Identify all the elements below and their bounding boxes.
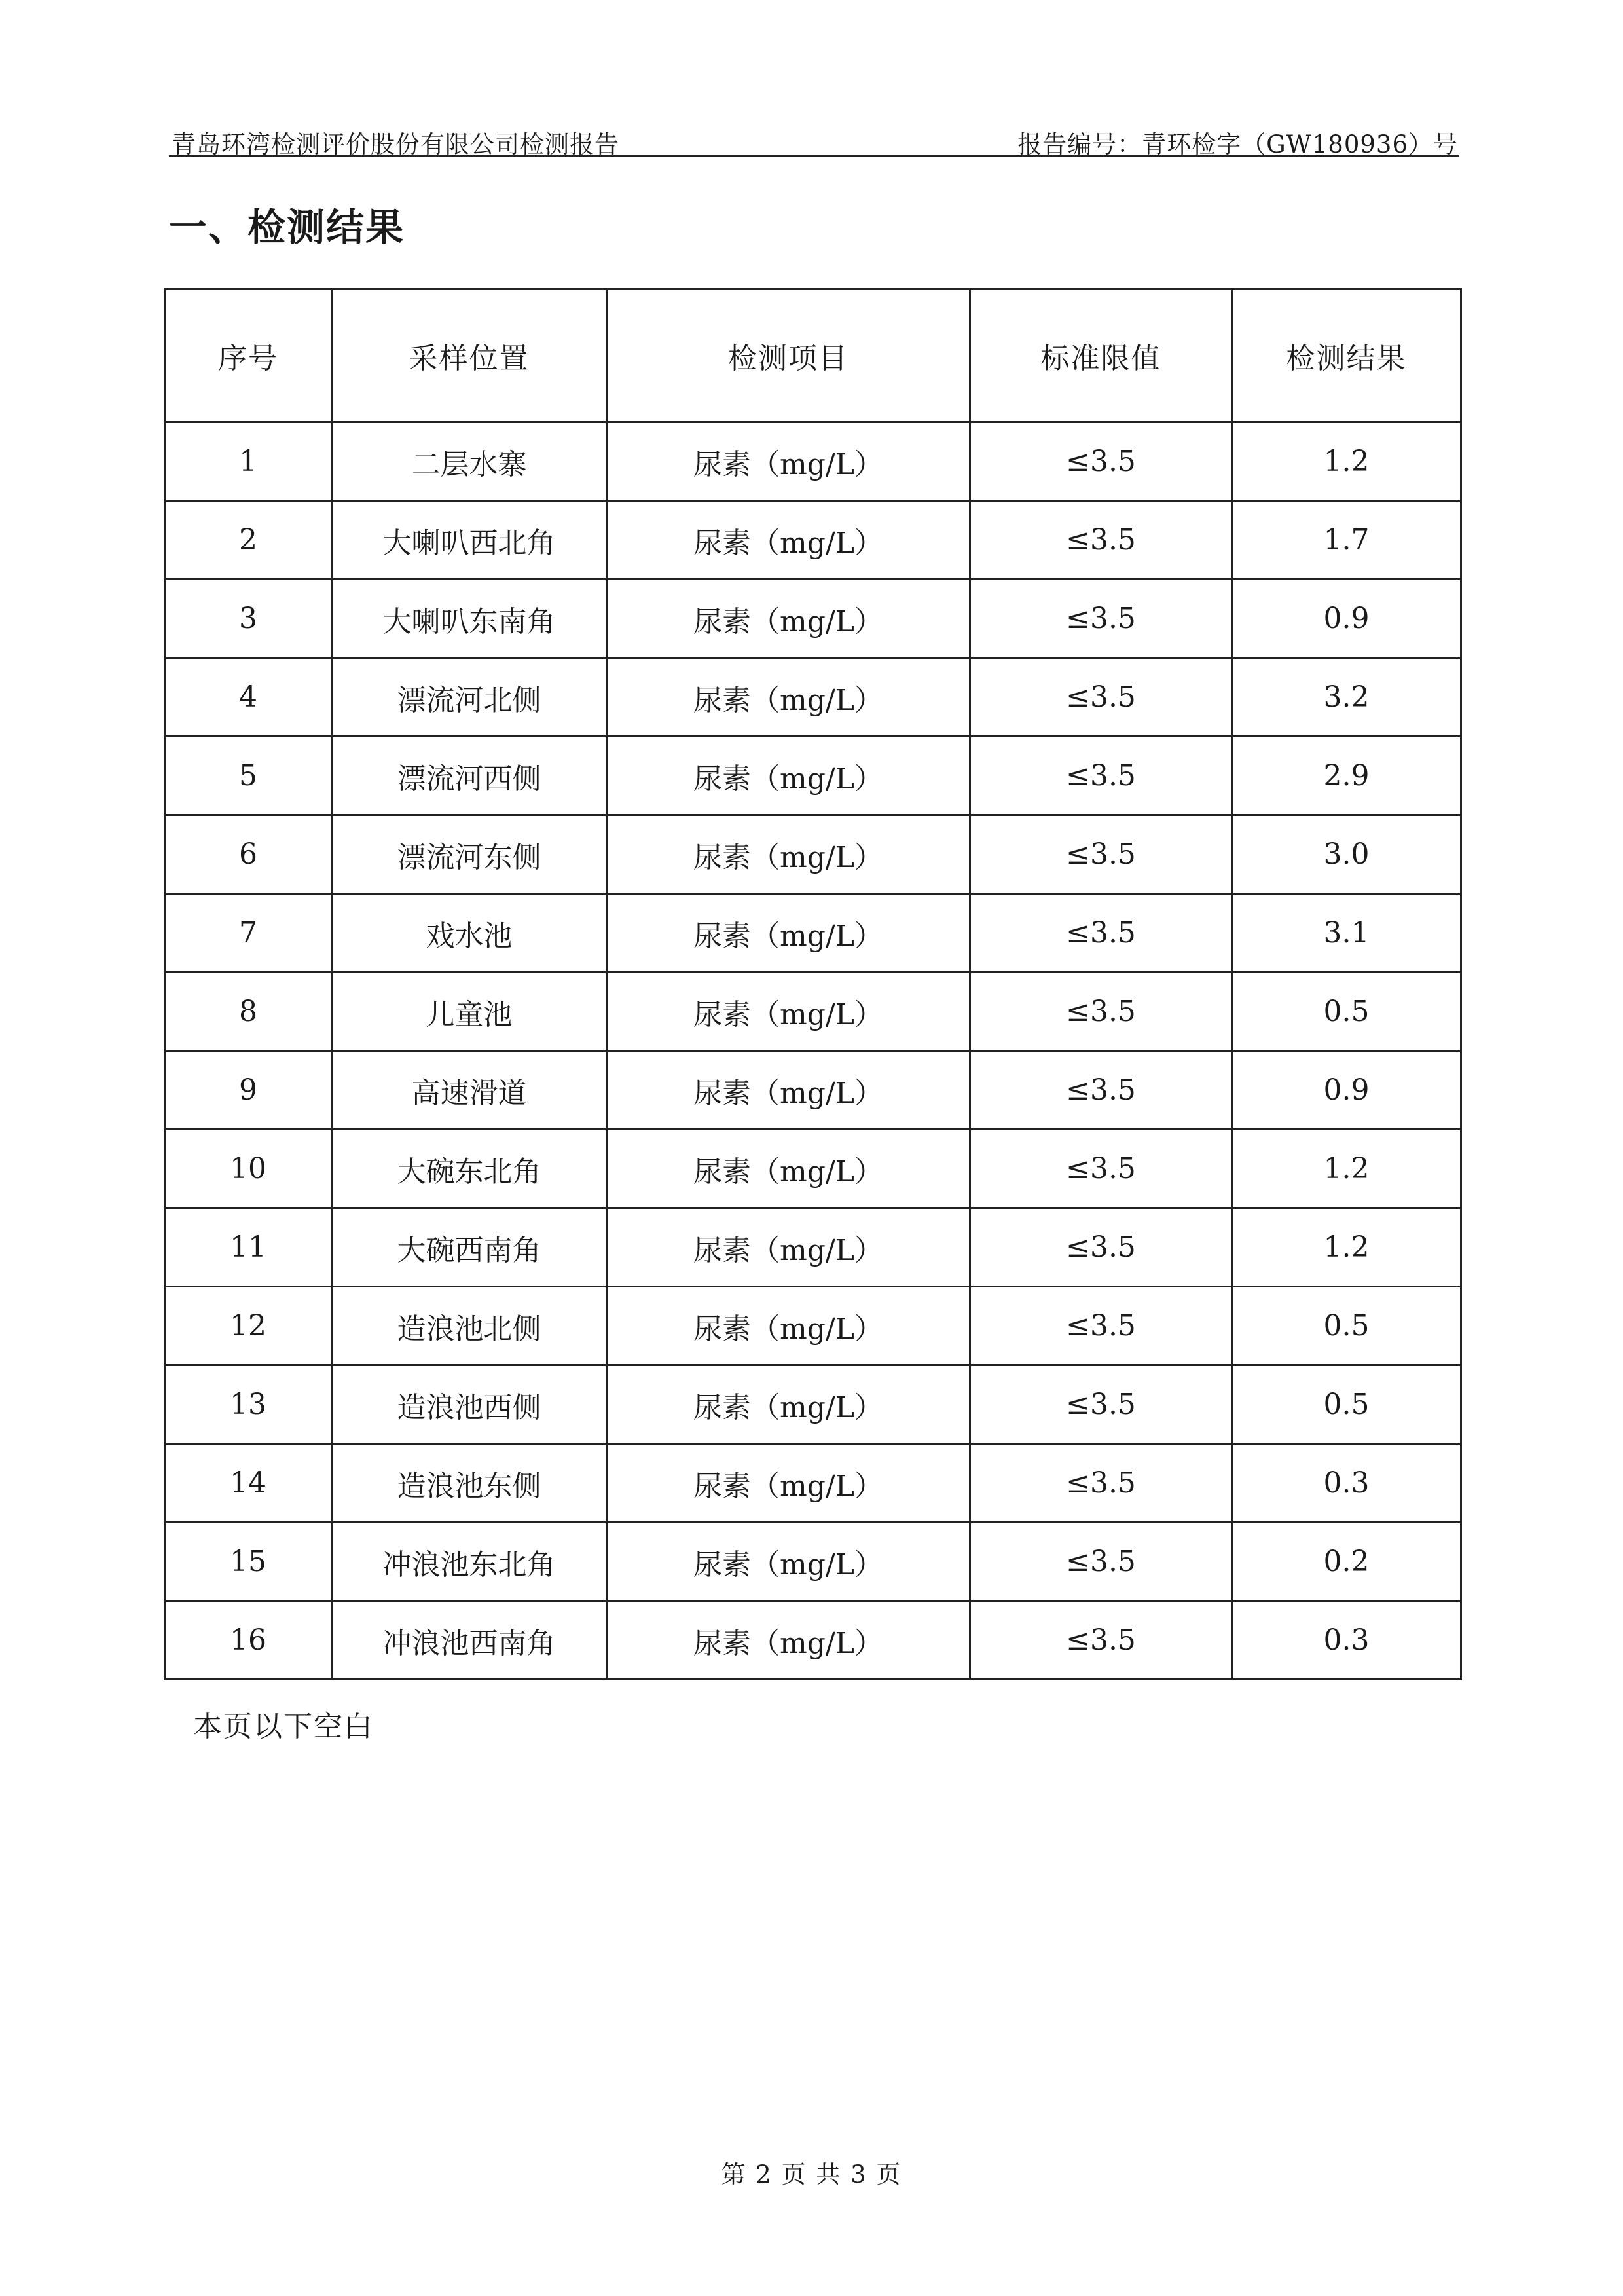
cell-index: 8 [165,972,332,1051]
cell-index: 12 [165,1287,332,1365]
table-row [165,1523,1461,1601]
results-table [164,288,1462,1680]
cell-item: 尿素（mg/L） [607,1130,970,1208]
cell-location: 漂流河西侧 [332,737,607,815]
cell-location: 漂流河东侧 [332,815,607,894]
cell-item: 尿素（mg/L） [607,1601,970,1680]
cell-location: 高速滑道 [332,1051,607,1130]
table-row [165,422,1461,501]
cell-item: 尿素（mg/L） [607,972,970,1051]
cell-result: 3.2 [1232,658,1461,737]
cell-item: 尿素（mg/L） [607,1051,970,1130]
cell-index: 1 [165,422,332,501]
blank-below-note: 本页以下空白 [193,1710,374,1743]
column-header-location: 采样位置 [332,289,607,422]
cell-index: 6 [165,815,332,894]
cell-limit: ≤3.5 [970,1523,1232,1601]
cell-item: 尿素（mg/L） [607,1523,970,1601]
cell-item: 尿素（mg/L） [607,1365,970,1444]
cell-limit: ≤3.5 [970,815,1232,894]
cell-result: 3.0 [1232,815,1461,894]
cell-location: 大碗西南角 [332,1208,607,1287]
cell-item: 尿素（mg/L） [607,658,970,737]
column-header-index: 序号 [165,289,332,422]
cell-limit: ≤3.5 [970,894,1232,972]
cell-location: 大喇叭西北角 [332,501,607,580]
cell-location: 戏水池 [332,894,607,972]
results-table-body [165,422,1461,1680]
cell-item: 尿素（mg/L） [607,894,970,972]
cell-result: 1.2 [1232,422,1461,501]
cell-result: 2.9 [1232,737,1461,815]
table-row [165,894,1461,972]
table-row [165,580,1461,658]
cell-result: 0.3 [1232,1601,1461,1680]
table-row [165,1287,1461,1365]
cell-index: 16 [165,1601,332,1680]
report-number: 报告编号：青环检字（GW180936）号 [1017,130,1458,158]
table-row [165,1365,1461,1444]
table-row [165,737,1461,815]
table-header-row [165,289,1461,422]
cell-index: 5 [165,737,332,815]
cell-index: 10 [165,1130,332,1208]
cell-result: 0.2 [1232,1523,1461,1601]
cell-index: 7 [165,894,332,972]
cell-limit: ≤3.5 [970,501,1232,580]
cell-index: 9 [165,1051,332,1130]
cell-limit: ≤3.5 [970,737,1232,815]
cell-location: 冲浪池东北角 [332,1523,607,1601]
cell-location: 造浪池东侧 [332,1444,607,1523]
cell-item: 尿素（mg/L） [607,501,970,580]
cell-result: 1.2 [1232,1130,1461,1208]
table-row [165,1444,1461,1523]
page-number: 第 2 页 共 3 页 [721,2160,902,2189]
cell-limit: ≤3.5 [970,1287,1232,1365]
cell-limit: ≤3.5 [970,580,1232,658]
cell-location: 造浪池西侧 [332,1365,607,1444]
table-row [165,1601,1461,1680]
cell-result: 1.7 [1232,501,1461,580]
cell-result: 0.5 [1232,1365,1461,1444]
cell-limit: ≤3.5 [970,422,1232,501]
cell-location: 儿童池 [332,972,607,1051]
cell-limit: ≤3.5 [970,1208,1232,1287]
cell-index: 11 [165,1208,332,1287]
header-divider [169,155,1459,157]
cell-item: 尿素（mg/L） [607,737,970,815]
cell-item: 尿素（mg/L） [607,580,970,658]
cell-location: 冲浪池西南角 [332,1601,607,1680]
cell-result: 1.2 [1232,1208,1461,1287]
cell-location: 漂流河北侧 [332,658,607,737]
cell-index: 15 [165,1523,332,1601]
cell-result: 0.9 [1232,580,1461,658]
cell-result: 0.3 [1232,1444,1461,1523]
column-header-item: 检测项目 [607,289,970,422]
table-row [165,501,1461,580]
cell-item: 尿素（mg/L） [607,1208,970,1287]
cell-result: 3.1 [1232,894,1461,972]
cell-index: 14 [165,1444,332,1523]
table-row [165,1130,1461,1208]
cell-item: 尿素（mg/L） [607,1444,970,1523]
cell-limit: ≤3.5 [970,1601,1232,1680]
table-row [165,1051,1461,1130]
table-row [165,1208,1461,1287]
cell-index: 13 [165,1365,332,1444]
cell-result: 0.9 [1232,1051,1461,1130]
cell-index: 2 [165,501,332,580]
cell-result: 0.5 [1232,1287,1461,1365]
cell-result: 0.5 [1232,972,1461,1051]
cell-location: 二层水寨 [332,422,607,501]
report-company-header: 青岛环湾检测评价股份有限公司检测报告 [172,130,619,158]
cell-index: 3 [165,580,332,658]
cell-index: 4 [165,658,332,737]
cell-location: 大碗东北角 [332,1130,607,1208]
cell-item: 尿素（mg/L） [607,815,970,894]
cell-location: 大喇叭东南角 [332,580,607,658]
cell-limit: ≤3.5 [970,972,1232,1051]
cell-limit: ≤3.5 [970,1365,1232,1444]
cell-limit: ≤3.5 [970,1051,1232,1130]
cell-limit: ≤3.5 [970,1130,1232,1208]
column-header-limit: 标准限值 [970,289,1232,422]
table-row [165,972,1461,1051]
cell-item: 尿素（mg/L） [607,1287,970,1365]
column-header-result: 检测结果 [1232,289,1461,422]
section-title: 一、检测结果 [169,205,405,250]
cell-item: 尿素（mg/L） [607,422,970,501]
table-row [165,658,1461,737]
cell-location: 造浪池北侧 [332,1287,607,1365]
table-row [165,815,1461,894]
cell-limit: ≤3.5 [970,1444,1232,1523]
cell-limit: ≤3.5 [970,658,1232,737]
